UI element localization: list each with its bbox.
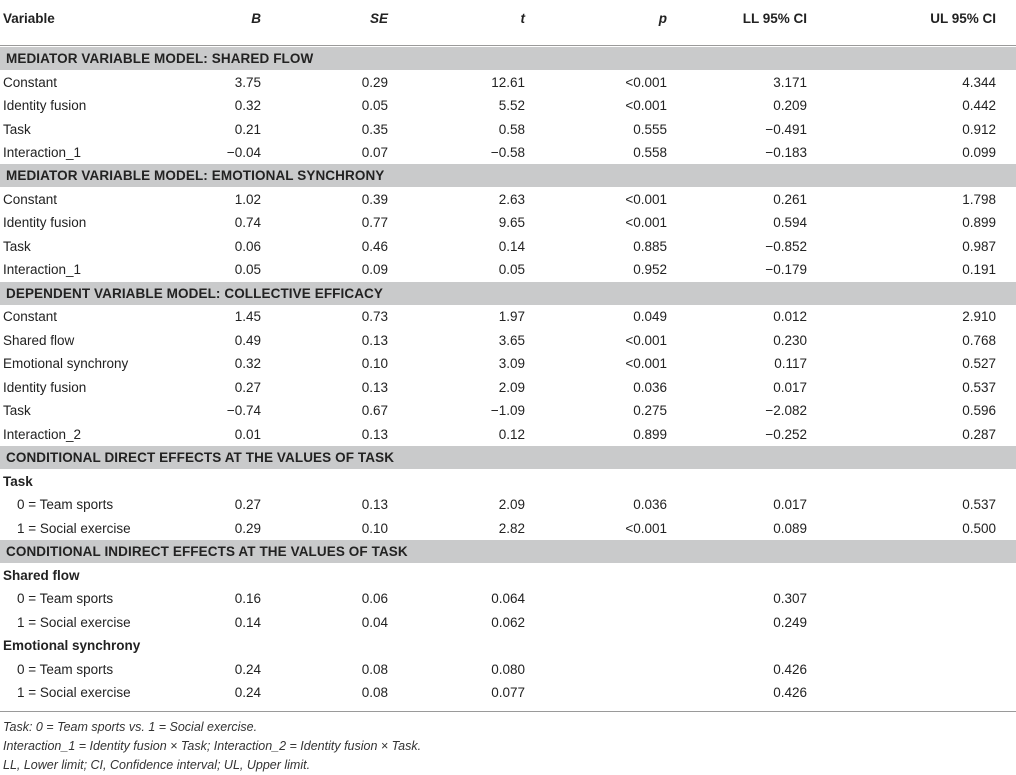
cell-ul: 0.537: [962, 380, 996, 395]
cell-variable: Task: [3, 403, 31, 418]
cell-p: 0.275: [633, 403, 667, 418]
cell-variable: 1 = Social exercise: [17, 521, 131, 536]
cell-variable: Interaction_1: [3, 145, 82, 160]
cell-t: 0.077: [491, 685, 525, 700]
cell-ul: 0.442: [962, 98, 996, 113]
cell-ul: 2.910: [962, 309, 996, 324]
cell-ul: 0.899: [962, 215, 996, 230]
cell-variable: 1 = Social exercise: [17, 615, 131, 630]
table-row: [0, 235, 1016, 258]
table-row: [0, 188, 1016, 211]
cell-t: 3.09: [498, 356, 525, 371]
section-title: CONDITIONAL INDIRECT EFFECTS AT THE VALUES OF TASK: [6, 544, 408, 559]
cell-se: 0.08: [361, 662, 388, 677]
cell-ll: 0.209: [773, 98, 807, 113]
table-row: [0, 587, 1016, 610]
cell-ll: −0.183: [765, 145, 807, 160]
cell-se: 0.10: [361, 521, 388, 536]
cell-ll: 0.307: [773, 591, 807, 606]
cell-p: <0.001: [625, 333, 667, 348]
cell-p: <0.001: [625, 192, 667, 207]
cell-p: <0.001: [625, 75, 667, 90]
cell-ll: 0.017: [773, 380, 807, 395]
table-row: [0, 681, 1016, 704]
section-conditional-direct: [0, 446, 1016, 469]
cell-t: 0.58: [498, 122, 525, 137]
header-ll: LL 95% CI: [742, 11, 807, 26]
cell-b: 0.01: [234, 427, 261, 442]
table-row: [0, 493, 1016, 516]
cell-ul: 4.344: [962, 75, 996, 90]
header-t: t: [520, 11, 525, 26]
cell-p: <0.001: [625, 215, 667, 230]
cell-se: 0.35: [361, 122, 388, 137]
cell-b: 0.49: [234, 333, 261, 348]
cell-b: 0.32: [234, 356, 261, 371]
cell-variable: Identity fusion: [3, 98, 87, 113]
cell-ll: 0.594: [773, 215, 807, 230]
cell-t: −0.58: [490, 145, 525, 160]
cell-b: 0.14: [234, 615, 261, 630]
table-bottom-rule: [0, 711, 1016, 712]
header-divider: [0, 45, 1016, 46]
subheading-label: Task: [3, 474, 33, 489]
cell-variable: Constant: [3, 192, 58, 207]
cell-b: 0.32: [234, 98, 261, 113]
cell-p: 0.555: [633, 122, 667, 137]
section-shared-flow: [0, 47, 1016, 70]
cell-se: 0.10: [361, 356, 388, 371]
cell-t: 2.82: [498, 521, 525, 536]
cell-t: 12.61: [491, 75, 525, 90]
cell-b: −0.04: [226, 145, 261, 160]
cell-variable: Interaction_2: [3, 427, 82, 442]
header-se: SE: [369, 11, 388, 26]
cell-ll: 0.426: [773, 685, 807, 700]
table-row: [0, 71, 1016, 94]
cell-se: 0.29: [361, 75, 388, 90]
cell-se: 0.09: [361, 262, 388, 277]
cell-t: 3.65: [498, 333, 525, 348]
cell-ll: 0.117: [774, 356, 807, 371]
table-row: [0, 376, 1016, 399]
table-row: [0, 211, 1016, 234]
table-row: [0, 399, 1016, 422]
subheading-task: [0, 470, 1016, 493]
cell-variable: Shared flow: [3, 333, 75, 348]
cell-b: −0.74: [226, 403, 261, 418]
cell-b: 1.45: [234, 309, 261, 324]
cell-p: 0.036: [633, 497, 667, 512]
cell-variable: Constant: [3, 309, 58, 324]
cell-t: 9.65: [498, 215, 525, 230]
table-row: [0, 329, 1016, 352]
cell-variable: Task: [3, 239, 31, 254]
cell-variable: Interaction_1: [3, 262, 82, 277]
cell-variable: Identity fusion: [3, 380, 87, 395]
cell-ul: 0.768: [962, 333, 996, 348]
header-b: B: [251, 11, 261, 26]
table-row: [0, 352, 1016, 375]
section-conditional-indirect: [0, 540, 1016, 563]
cell-se: 0.06: [361, 591, 388, 606]
cell-ul: 0.987: [962, 239, 996, 254]
cell-ll: 0.426: [773, 662, 807, 677]
subheading-shared-flow: [0, 564, 1016, 587]
cell-se: 0.46: [361, 239, 388, 254]
cell-variable: Emotional synchrony: [3, 356, 129, 371]
table-footnotes: [3, 718, 421, 775]
cell-ll: 0.089: [773, 521, 807, 536]
cell-t: −1.09: [490, 403, 525, 418]
cell-b: 0.27: [234, 380, 261, 395]
table-row: [0, 611, 1016, 634]
cell-ll: −0.491: [765, 122, 807, 137]
cell-variable: 0 = Team sports: [17, 662, 114, 677]
header-ul: UL 95% CI: [930, 11, 996, 26]
cell-ul: 0.537: [962, 497, 996, 512]
cell-t: 1.97: [498, 309, 525, 324]
cell-se: 0.08: [361, 685, 388, 700]
subheading-label: Emotional synchrony: [3, 638, 141, 653]
cell-ul: 0.527: [962, 356, 996, 371]
cell-b: 0.06: [234, 239, 261, 254]
cell-t: 0.062: [491, 615, 525, 630]
section-title: DEPENDENT VARIABLE MODEL: COLLECTIVE EFFICACY: [6, 286, 384, 301]
cell-ul: 0.287: [962, 427, 996, 442]
section-emotional-synchrony: [0, 164, 1016, 187]
cell-ul: 0.191: [962, 262, 996, 277]
cell-t: 5.52: [498, 98, 525, 113]
cell-se: 0.13: [361, 333, 388, 348]
cell-p: <0.001: [625, 356, 667, 371]
cell-ll: −0.252: [765, 427, 807, 442]
cell-ll: −0.179: [765, 262, 807, 277]
cell-ll: 3.171: [773, 75, 807, 90]
cell-ul: 1.798: [962, 192, 996, 207]
cell-ll: −2.082: [765, 403, 807, 418]
cell-b: 0.27: [234, 497, 261, 512]
cell-variable: 0 = Team sports: [17, 497, 114, 512]
cell-t: 2.63: [498, 192, 525, 207]
cell-p: 0.899: [633, 427, 667, 442]
cell-se: 0.77: [361, 215, 388, 230]
cell-b: 0.24: [234, 685, 261, 700]
cell-se: 0.39: [361, 192, 388, 207]
cell-p: 0.036: [633, 380, 667, 395]
cell-se: 0.13: [361, 380, 388, 395]
cell-variable: Identity fusion: [3, 215, 87, 230]
table-row: [0, 423, 1016, 446]
cell-ul: 0.500: [962, 521, 996, 536]
cell-se: 0.05: [361, 98, 388, 113]
cell-t: 2.09: [498, 497, 525, 512]
cell-se: 0.73: [361, 309, 388, 324]
cell-ul: 0.596: [962, 403, 996, 418]
cell-p: 0.049: [633, 309, 667, 324]
cell-p: <0.001: [625, 98, 667, 113]
table-row: [0, 517, 1016, 540]
cell-ll: 0.017: [773, 497, 807, 512]
table-row: [0, 141, 1016, 164]
footnote-task: Task: 0 = Team sports vs. 1 = Social exercise.: [3, 720, 258, 734]
cell-t: 0.064: [491, 591, 525, 606]
section-title: CONDITIONAL DIRECT EFFECTS AT THE VALUES OF TASK: [6, 450, 395, 465]
table-row: [0, 258, 1016, 281]
cell-ul: 0.099: [962, 145, 996, 160]
subheading-emotional-synchrony: [0, 634, 1016, 657]
cell-se: 0.04: [361, 615, 388, 630]
section-title: MEDIATOR VARIABLE MODEL: SHARED FLOW: [6, 51, 314, 66]
cell-variable: Task: [3, 122, 31, 137]
table-row: [0, 118, 1016, 141]
cell-b: 0.16: [234, 591, 261, 606]
cell-t: 0.080: [491, 662, 525, 677]
header-p: p: [658, 11, 667, 26]
cell-ll: −0.852: [765, 239, 807, 254]
header-variable: Variable: [3, 11, 55, 26]
cell-b: 0.21: [234, 122, 261, 137]
cell-variable: Constant: [3, 75, 58, 90]
cell-p: 0.558: [633, 145, 667, 160]
cell-ll: 0.249: [773, 615, 807, 630]
footnote-interaction: Interaction_1 = Identity fusion × Task; Interaction_2 = Identity fusion × Task.: [3, 739, 422, 753]
cell-p: 0.952: [633, 262, 667, 277]
cell-b: 1.02: [234, 192, 261, 207]
cell-ll: 0.261: [773, 192, 807, 207]
cell-variable: 1 = Social exercise: [17, 685, 131, 700]
cell-b: 0.24: [234, 662, 261, 677]
cell-b: 0.29: [234, 521, 261, 536]
cell-t: 0.05: [498, 262, 525, 277]
cell-ll: 0.012: [773, 309, 807, 324]
subheading-label: Shared flow: [3, 568, 80, 583]
cell-t: 2.09: [498, 380, 525, 395]
footnote-abbreviations: LL, Lower limit; CI, Confidence interval; UL, Upper limit.: [3, 758, 311, 772]
section-collective-efficacy: [0, 282, 1016, 305]
cell-se: 0.13: [361, 427, 388, 442]
cell-variable: 0 = Team sports: [17, 591, 114, 606]
table-row: [0, 658, 1016, 681]
cell-b: 0.74: [234, 215, 261, 230]
cell-se: 0.07: [361, 145, 388, 160]
section-title: MEDIATOR VARIABLE MODEL: EMOTIONAL SYNCHRONY: [6, 168, 385, 183]
cell-p: 0.885: [633, 239, 667, 254]
cell-t: 0.14: [498, 239, 525, 254]
cell-b: 0.05: [234, 262, 261, 277]
cell-t: 0.12: [498, 427, 525, 442]
table-row: [0, 305, 1016, 328]
cell-se: 0.67: [361, 403, 388, 418]
table-row: [0, 94, 1016, 117]
cell-se: 0.13: [361, 497, 388, 512]
cell-p: <0.001: [625, 521, 667, 536]
cell-ul: 0.912: [962, 122, 996, 137]
table-header: [0, 7, 1016, 30]
cell-ll: 0.230: [773, 333, 807, 348]
cell-b: 3.75: [234, 75, 261, 90]
